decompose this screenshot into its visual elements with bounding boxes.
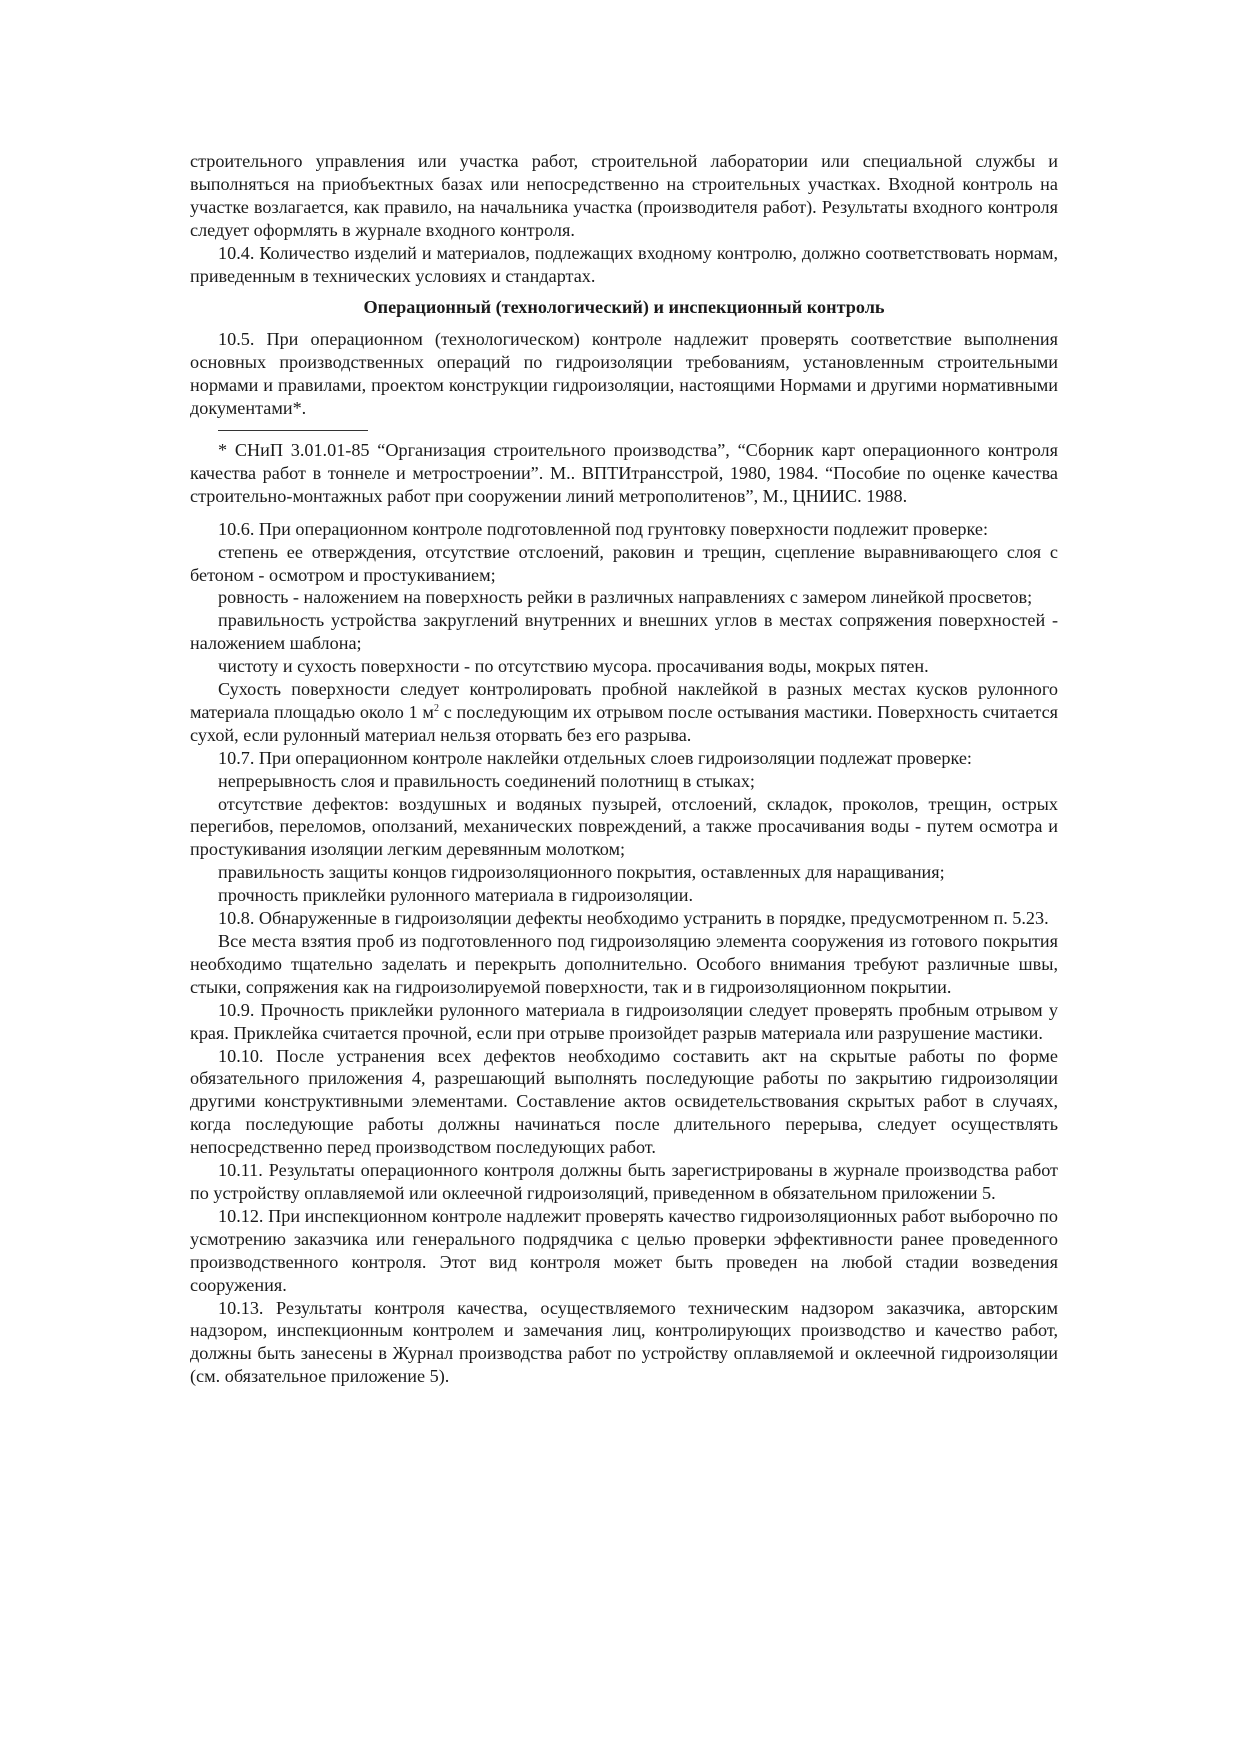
paragraph-10-6: 10.6. При операционном контроле подготовленной под грунтовку поверхности подлежит проверке: xyxy=(218,518,989,539)
paragraph-10-12: 10.12. При инспекционном контроле надлежит проверять качество гидроизоляционных работ выборочно по усмотрению заказчика или генерального подрядчика с целью проверки эффективности ранее проведенного производственного контроля. Этот вид контроля может быть проведен на любой стадии возведения сооружения. xyxy=(190,1205,1058,1295)
footnote-divider xyxy=(218,430,368,431)
paragraph-sample-places: Все места взятия проб из подготовленного под гидроизоляцию элемента сооружения из готового покрытия необходимо тщательно заделать и перекрыть дополнительно. Особого внимания требуют различные швы, стыки, сопряжения как на гидроизолируемой поверхности, так и в гидроизоляционном покрытии. xyxy=(190,931,1058,997)
paragraph-10-4: 10.4. Количество изделий и материалов, подлежащих входному контролю, должно соответствовать нормам, приведенным в технических условиях и стандартах. xyxy=(190,242,1058,286)
paragraph-10-11: 10.11. Результаты операционного контроля должны быть зарегистрированы в журнале производства работ по устройству оплавляемой или оклеечной гидроизоляций, приведенном в обязательном приложении 5. xyxy=(190,1160,1058,1203)
section-heading: Операционный (технологический) и инспекционный контроль xyxy=(363,297,885,318)
paragraph-input-control-cont: строительного управления или участка работ, строительной лаборатории или специальной службы и выполняться на приобъектных базах или непосредственно на строительных участках. Входной контроль на участке возлагается, как правило, на начальника участка (производителя работ). Результаты входного контроля следует оформлять в журнале входного контроля. xyxy=(190,151,1058,240)
list-item: степень ее отверждения, отсутствие отслоений, раковин и трещин, сцепление выравнивающего слоя с бетоном - осмотром и простукиванием; xyxy=(190,541,1058,585)
paragraph-10-10: 10.10. После устранения всех дефектов необходимо составить акт на скрытые работы по форме обязательного приложения 4, разрешающий выполнять последующие работы по закрытию гидроизоляции другими конструктивными элементами. Составление актов освидетельствования скрытых работ в случаях, когда последующие работы должны начинаться после длительного перерыва, следует осуществлять непосредственно перед производством последующих работ. xyxy=(190,1045,1058,1158)
dryness-text-part1: Сухость поверхности следует контролировать пробной наклейкой в разных местах кусков рулонного материала площадью около 1 м xyxy=(190,679,1058,722)
paragraph-10-7: 10.7. При операционном контроле наклейки отдельных слоев гидроизоляции подлежат проверке: xyxy=(218,747,972,768)
list-item: чистоту и сухость поверхности - по отсутствию мусора. просачивания воды, мокрых пятен. xyxy=(218,656,929,677)
list-item: ровность - наложением на поверхность рейки в различных направлениях с замером линейкой просветов; xyxy=(218,587,1033,608)
dryness-text-part2: с последующим их отрывом после остывания мастики. Поверхность считается сухой, если рулонный материал нельзя оторвать без его разрыва. xyxy=(190,701,1059,745)
paragraph-10-5: 10.5. При операционном (технологическом) контроле надлежит проверять соответствие выполнения основных производственных операций по гидроизоляции требованиям, установленным строительными нормами и правилами, проектом конструкции гидроизоляции, настоящими Нормами и другими нормативными документами*. xyxy=(190,329,1058,419)
superscript-2: 2 xyxy=(433,702,439,714)
list-item: прочность приклейки рулонного материала в гидроизоляции. xyxy=(218,885,694,906)
paragraph-10-13: 10.13. Результаты контроля качества, осуществляемого техническим надзором заказчика, авторским надзором, инспекционным контролем и замечания лиц, контролирующих производство и качество работ, должны быть занесены в Журнал производства работ по устройству оплавляемой и оклеечной гидроизоляции (см. обязательное приложение 5). xyxy=(190,1297,1058,1387)
list-item: правильность устройства закруглений внутренних и внешних углов в местах сопряжения поверхностей - наложением шаблона; xyxy=(190,610,1058,654)
footnote: * СНиП 3.01.01-85 “Организация строительного производства”, “Сборник карт операционного контроля качества работ в тоннеле и метростроении”. М.. ВПТИтрансстрой, 1980, 1984. “Пособие по оценке качества строительно-монтажных работ при сооружении линий метрополитенов”, М., ЦНИИС. 1988. xyxy=(190,439,1058,506)
list-item: непрерывность слоя и правильность соединений полотнищ в стыках; xyxy=(218,770,755,791)
document-page xyxy=(190,150,1058,1388)
paragraph-dryness xyxy=(190,678,1058,747)
paragraph-10-9: 10.9. Прочность приклейки рулонного материала в гидроизоляции следует проверять пробным отрывом у края. Приклейка считается прочной, если при отрыве произойдет разрыв материала или разрушение мастики. xyxy=(190,999,1058,1043)
list-item: отсутствие дефектов: воздушных и водяных пузырей, отслоений, складок, проколов, трещин, острых перегибов, переломов, оползаний, механических повреждений, а также просачивания воды - путем осмотра и простукивания изоляции легким деревянным молотком; xyxy=(190,793,1058,860)
list-item: правильность защиты концов гидроизоляционного покрытия, оставленных для наращивания; xyxy=(218,862,945,883)
paragraph-10-8: 10.8. Обнаруженные в гидроизоляции дефекты необходимо устранить в порядке, предусмотренном п. 5.23. xyxy=(218,908,1049,929)
